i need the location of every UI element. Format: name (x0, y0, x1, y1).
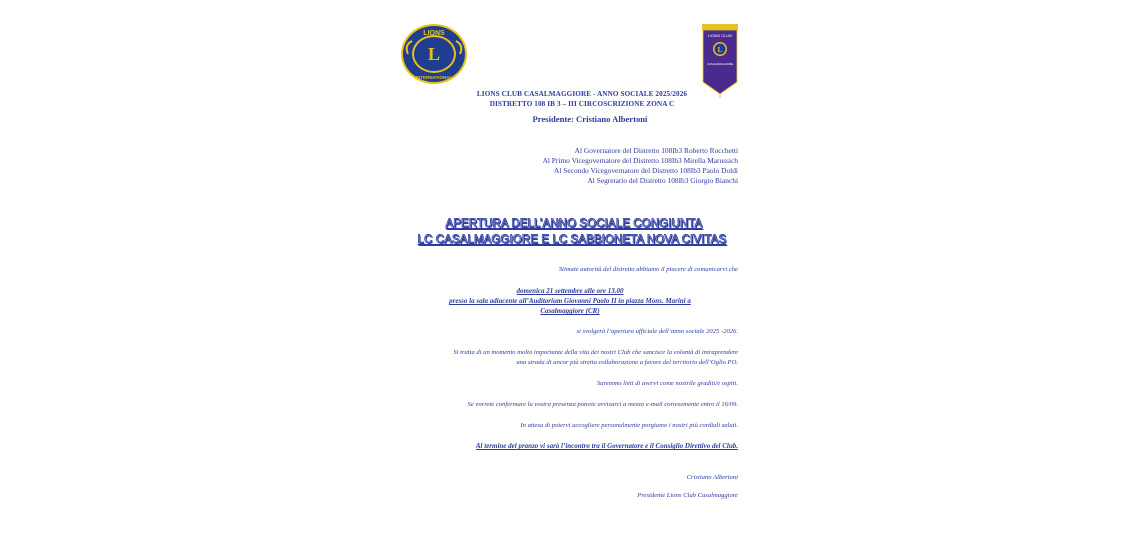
paragraph-1-line2: una strada di ancor più stretta collaborazione a favore del territorio dell’Oglio PO. (516, 359, 738, 366)
emblem-bottom-text: INTERNATIONAL (415, 75, 453, 80)
club-header-line2: DISTRETTO 108 IB 3 – III CIRCOSCRIZIONE ZONA C (489, 100, 675, 108)
president-line: Presidente: Cristiano Albertoni (532, 114, 648, 124)
addressee-first-vice: Al Primo Vicegovernatore del Distretto 108Ib3 Mirella Marussich (542, 156, 738, 165)
confirmation-text: Se vorrete confermare la vostra presenza potrete avvisarci a mezzo e-mail cortesemente entro il 16/09. (467, 401, 738, 408)
addressee-governor: Al Governatore del Distretto 108Ib3 Roberto Rocchetti (574, 146, 738, 155)
addressee-second-vice: Al Secondo Vicegovernatore del Distretto 108Ib3 Paolo Doldi (554, 166, 738, 175)
signature-name: Cristiano Albertoni (686, 474, 738, 481)
greetings-text: In attesa di potervi accogliere personalmente porgiamo i nostri più cordiali saluti. (520, 422, 738, 429)
svg-text:L: L (717, 46, 723, 54)
emblem-top-text: LIONS (423, 30, 445, 37)
intro-text: Stimate autorità del distretto abbiamo il piacere di comunicarvi che (558, 266, 738, 273)
guests-text: Saremmo lieti di avervi come nostrile graditi/e ospiti. (596, 380, 738, 387)
event-venue-line2: Casalmaggiore (CR) (540, 307, 600, 315)
event-date: domenica 21 settembre alle ore 13.00 (516, 287, 624, 295)
club-banner-pennant-icon (700, 22, 740, 98)
meeting-note: Al termine del pranzo vi sarà l’incontro tra il Governatore e il Consiglio Direttivo del Club. (475, 442, 738, 450)
letter-page (382, 8, 758, 533)
signature-role: Presidente Lions Club Casalmaggiore (637, 492, 738, 499)
addressee-secretary: Al Segretario del Distretto 108Ib3 Giorgio Bianchi (587, 176, 738, 185)
lions-international-emblem-icon (400, 23, 468, 85)
banner-subtext: CASALMAGGIORE (706, 62, 734, 66)
opening-text: si svolgerà l’apertura ufficiale dell’anno sociale 2025 -2026. (576, 328, 738, 335)
event-venue-line1: presso la sala adiacente all’Auditorium Giovanni Paolo II in piazza Mons. Marini a (449, 297, 691, 305)
event-title-line1: APERTURA DELL’ANNO SOCIALE CONGIUNTA (445, 218, 703, 230)
club-header-line1: LIONS CLUB CASALMAGGIORE - ANNO SOCIALE 2025/2026 (476, 90, 688, 98)
svg-text:L: L (427, 44, 441, 64)
paragraph-1-line1: Si tratta di un momento molto importante della vita dei nostri Club che sancisce la volontà di intraprendere (453, 349, 738, 356)
event-title-line2: LC CASALMAGGIORE E LC SABBIONETA NOVA CIVITAS (417, 234, 727, 246)
banner-text: LIONS CLUB (708, 33, 732, 38)
